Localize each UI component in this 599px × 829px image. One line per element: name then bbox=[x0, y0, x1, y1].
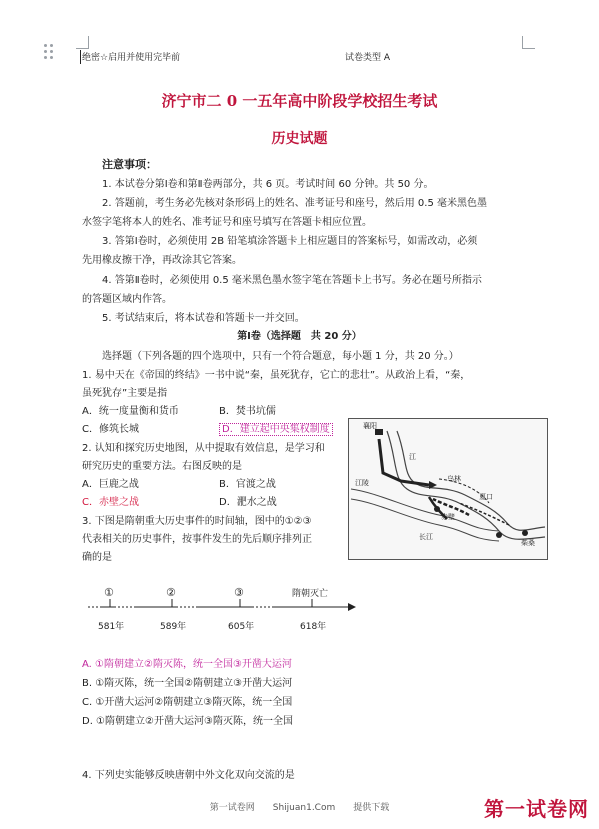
battle-map-drawing bbox=[349, 419, 547, 559]
notice-item: 2. 答题前，考生务必先核对条形码上的姓名、准考证号和座号，然后用 0.5 毫米黑色墨 bbox=[102, 198, 487, 209]
section-intro: 选择题（下列各题的四个选项中，只有一个符合题意，每小题 1 分，共 20 分。） bbox=[102, 351, 459, 362]
header-paper-type: 试卷类型 A bbox=[345, 53, 391, 63]
timeline-marker: ① bbox=[104, 586, 114, 599]
timeline-year: 581年 bbox=[98, 622, 125, 632]
timeline-marker: ② bbox=[166, 586, 176, 599]
q3-option-a: A. ①隋朝建立②隋灭陈，统一全国③开凿大运河 bbox=[82, 659, 292, 670]
notice-item: 5. 考试结束后，将本试卷和答题卡一并交回。 bbox=[102, 313, 305, 324]
map-label: 长江 bbox=[419, 533, 433, 541]
timeline-year: 618年 bbox=[300, 622, 327, 632]
map-label: 江 bbox=[409, 453, 416, 461]
q3-stem: 代表相关的历史事件，按事件发生的先后顺序排列正 bbox=[82, 534, 312, 545]
battle-map bbox=[348, 418, 548, 560]
notice-item: 的答题区域内作答。 bbox=[82, 294, 172, 305]
q1-option-c: C．修筑长城 bbox=[82, 424, 139, 435]
attack-arrow bbox=[379, 439, 429, 485]
map-label: 夏口 bbox=[479, 493, 493, 501]
city-marker bbox=[522, 530, 528, 536]
header-confidential: 绝密☆启用并使用完毕前 bbox=[82, 53, 181, 63]
map-label: 赤壁 bbox=[441, 513, 455, 521]
city-marker bbox=[496, 532, 502, 538]
q2-option-c: C．赤壁之战 bbox=[82, 497, 139, 508]
timeline-arrow-icon bbox=[348, 603, 356, 611]
q1-stem: 虽死犹存”主要是指 bbox=[82, 388, 168, 399]
notice-item: 1. 本试卷分第Ⅰ卷和第Ⅱ卷两部分，共 6 页。考试时间 60 分钟。共 50 分。 bbox=[102, 179, 434, 190]
notice-item: 3. 答第Ⅰ卷时，必须使用 2B 铅笔填涂答题卡上相应题目的答案标号，如需改动，必须 bbox=[102, 236, 478, 247]
exam-subtitle: 历史试题 bbox=[271, 131, 328, 147]
q4-stem: 4. 下列史实能够反映唐朝中外文化双向交流的是 bbox=[82, 770, 295, 781]
q2-option-a: A．巨鹿之战 bbox=[82, 479, 139, 490]
text-cursor bbox=[80, 50, 81, 64]
city-marker bbox=[434, 506, 440, 512]
q3-stem: 确的是 bbox=[82, 552, 112, 563]
q1-option-d bbox=[219, 423, 333, 436]
q2-stem: 研究历史的重要方法。右图反映的是 bbox=[82, 461, 242, 472]
exam-title: 济宁市二 0 一五年高中阶段学校招生考试 bbox=[161, 92, 438, 110]
river-line bbox=[397, 431, 545, 530]
q3-stem: 3. 下图是隋朝重大历史事件的时间轴，图中的①②③ bbox=[82, 516, 312, 527]
page-corner-marker-left bbox=[76, 36, 89, 49]
q3-option-d: D. ①隋朝建立②开凿大运河③隋灭陈，统一全国 bbox=[82, 716, 293, 727]
brand-watermark: 第一试卷网 bbox=[484, 797, 589, 821]
q3-option-c: C. ①开凿大运河②隋朝建立③隋灭陈，统一全国 bbox=[82, 697, 293, 708]
timeline-marker: ③ bbox=[234, 586, 244, 599]
notice-heading: 注意事项： bbox=[102, 158, 157, 171]
q2-stem: 2. 认知和探究历史地图，从中提取有效信息，是学习和 bbox=[82, 443, 325, 454]
q2-option-b: B．官渡之战 bbox=[219, 479, 276, 490]
page-corner-marker-right bbox=[522, 36, 535, 49]
notice-item: 4. 答第Ⅱ卷时，必须使用 0.5 毫米黑色墨水签字笔在答题卡上书写。务必在题号所指示 bbox=[102, 275, 482, 286]
drag-handle-icon[interactable] bbox=[44, 44, 56, 60]
timeline-marker: 隋朝灭亡 bbox=[292, 589, 329, 599]
map-label: 柴桑 bbox=[521, 539, 535, 547]
notice-item: 水签字笔将本人的姓名、准考证号和座号填写在答题卡相应位置。 bbox=[82, 217, 372, 228]
map-label: 襄阳 bbox=[363, 422, 377, 430]
notice-item: 先用橡皮擦干净，再改涂其它答案。 bbox=[82, 255, 242, 266]
timeline-year: 605年 bbox=[228, 622, 255, 632]
map-label: 乌林 bbox=[447, 475, 461, 483]
map-label: 江陵 bbox=[355, 479, 369, 487]
timeline-year: 589年 bbox=[160, 622, 187, 632]
q1-stem: 1. 易中天在《帝国的终结》一书中说“秦，虽死犹存，它亡的悲壮”。从政治上看，“秦， bbox=[82, 370, 471, 381]
q1-option-d-text: D．建立起中央集权制度 bbox=[219, 423, 333, 436]
q1-option-b: B．焚书坑儒 bbox=[219, 406, 276, 417]
page-footer: 第一试卷网 Shijuan1.Com 提供下载 bbox=[209, 803, 390, 813]
q1-option-a: A．统一度量衡和货币 bbox=[82, 406, 179, 417]
q3-option-b: B. ①隋灭陈，统一全国②隋朝建立③开凿大运河 bbox=[82, 678, 293, 689]
section-heading: 第Ⅰ卷（选择题 共 20 分） bbox=[237, 331, 362, 342]
q2-option-d: D．淝水之战 bbox=[219, 497, 277, 508]
